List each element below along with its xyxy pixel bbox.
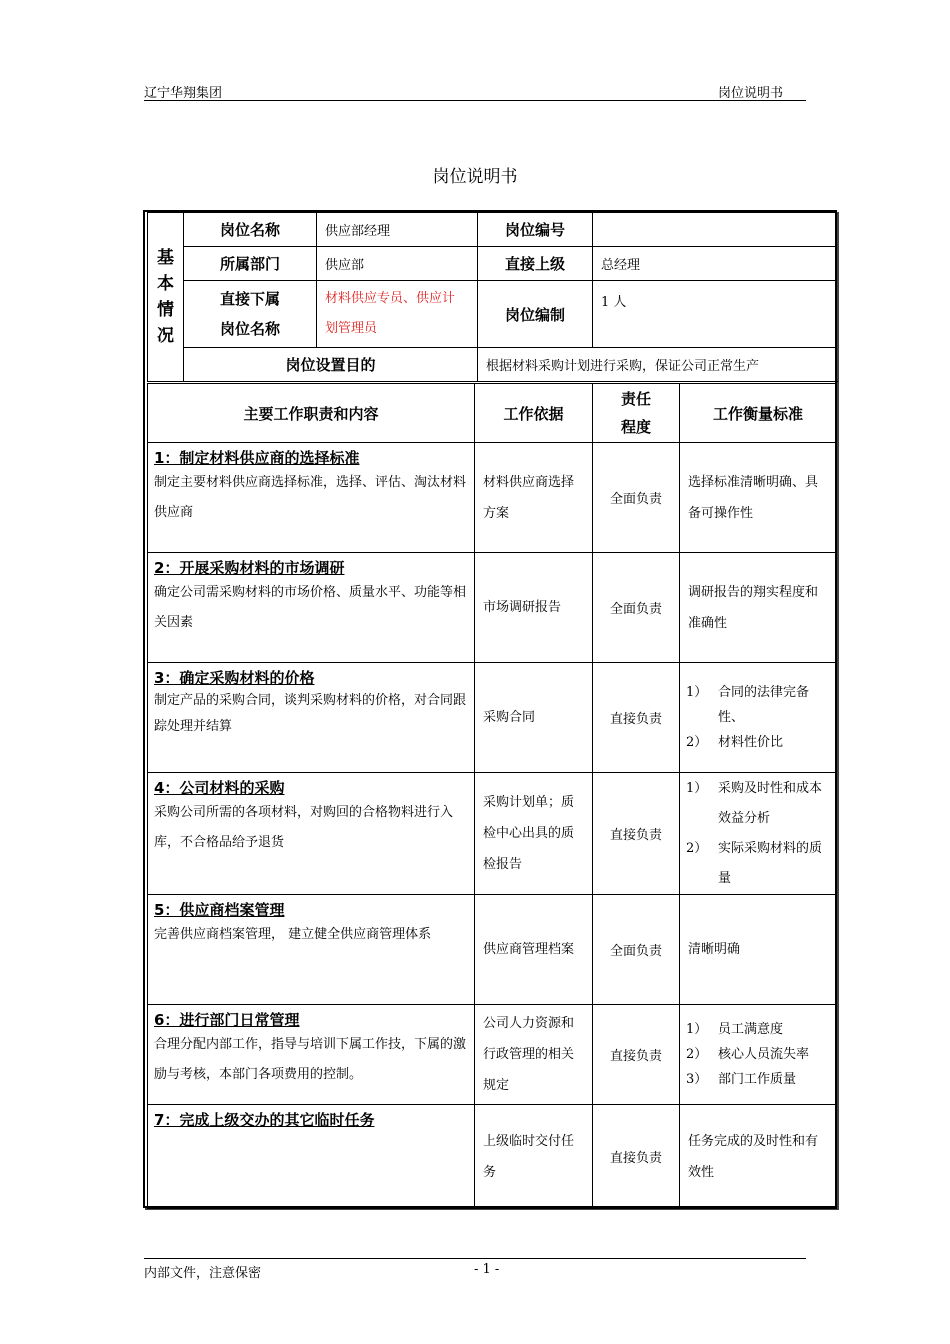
duty-content: 2：开展采购材料的市场调研 确定公司需采购材料的市场价格、质量水平、功能等相关因素 [148, 553, 475, 663]
position-name-label: 岗位名称 [184, 213, 317, 247]
department-label: 所属部门 [184, 247, 317, 281]
duty-standard: 清晰明确 [680, 895, 837, 1005]
duty-content: 1：制定材料供应商的选择标准 制定主要材料供应商选择标准，选择、评估、淘汰材料供应商 [148, 443, 475, 553]
table-row [148, 1105, 837, 1209]
headcount-value: 1 人 [593, 281, 837, 348]
table-row [148, 553, 837, 663]
duty-content: 6：进行部门日常管理 合理分配内部工作，指导与培训下属工作技，下属的激励与考核，本部门各项费用的控制。 [148, 1005, 475, 1105]
page-title: 岗位说明书 [432, 167, 518, 187]
duty-standard: 选择标准清晰明确、具备可操作性 [680, 443, 837, 553]
duty-standard: 1） 合同的法律完备性、 2） 材料性价比 [680, 663, 837, 773]
footer-note: 内部文件，注意保密 [144, 1266, 262, 1281]
section-label-basic: 基 本 情 况 [148, 213, 184, 382]
table-row [148, 443, 837, 553]
col-header-responsibility: 责任 程度 [593, 384, 680, 443]
page-number: - 1 - [474, 1262, 500, 1277]
subordinate-label: 直接下属 岗位名称 [184, 281, 317, 348]
duty-responsibility: 直接负责 [593, 773, 680, 895]
superior-value: 总经理 [593, 247, 837, 281]
footer-rule [144, 1258, 806, 1259]
position-name-value: 供应部经理 [317, 213, 478, 247]
duties-table [147, 383, 837, 1209]
department-value: 供应部 [317, 247, 478, 281]
col-header-basis: 工作依据 [475, 384, 593, 443]
duty-basis: 材料供应商选择方案 [475, 443, 593, 553]
duty-standard: 任务完成的及时性和有效性 [680, 1105, 837, 1209]
table-row [148, 663, 837, 773]
duty-standard: 1） 采购及时性和成本效益分析 2） 实际采购材料的质量 [680, 773, 837, 895]
duty-content: 3：确定采购材料的价格 制定产品的采购合同，谈判采购材料的价格，对合同跟踪处理并结算 [148, 663, 475, 773]
position-no-value [593, 213, 837, 247]
duty-basis: 供应商管理档案 [475, 895, 593, 1005]
table-row [148, 773, 837, 895]
position-no-label: 岗位编号 [478, 213, 593, 247]
basic-info-table [147, 212, 837, 382]
header-doc-type: 岗位说明书 [718, 86, 784, 101]
purpose-value: 根据材料采购计划进行采购，保证公司正常生产 [478, 348, 837, 382]
col-header-standard: 工作衡量标准 [680, 384, 837, 443]
table-row [148, 1005, 837, 1105]
duty-responsibility: 直接负责 [593, 1105, 680, 1209]
duty-basis: 采购合同 [475, 663, 593, 773]
duty-basis: 采购计划单；质检中心出具的质检报告 [475, 773, 593, 895]
duty-responsibility: 全面负责 [593, 895, 680, 1005]
duty-standard: 1） 员工满意度 2） 核心人员流失率 3） 部门工作质量 [680, 1005, 837, 1105]
header-rule [144, 100, 806, 101]
subordinate-value: 材料供应专员、供应计 划管理员 [317, 281, 478, 348]
duty-responsibility: 直接负责 [593, 663, 680, 773]
header-company: 辽宁华翔集团 [144, 86, 223, 101]
table-row [148, 895, 837, 1005]
duty-basis: 上级临时交付任务 [475, 1105, 593, 1209]
duty-basis: 市场调研报告 [475, 553, 593, 663]
duty-responsibility: 直接负责 [593, 1005, 680, 1105]
duty-responsibility: 全面负责 [593, 443, 680, 553]
headcount-label: 岗位编制 [478, 281, 593, 348]
duty-responsibility: 全面负责 [593, 553, 680, 663]
duty-content: 5：供应商档案管理 完善供应商档案管理， 建立健全供应商管理体系 [148, 895, 475, 1005]
duty-standard: 调研报告的翔实程度和准确性 [680, 553, 837, 663]
superior-label: 直接上级 [478, 247, 593, 281]
duty-basis: 公司人力资源和行政管理的相关规定 [475, 1005, 593, 1105]
duty-content: 4：公司材料的采购 采购公司所需的各项材料，对购回的合格物料进行入库，不合格品给予退货 [148, 773, 475, 895]
col-header-content: 主要工作职责和内容 [148, 384, 475, 443]
duty-content: 7：完成上级交办的其它临时任务 [148, 1105, 475, 1209]
purpose-label: 岗位设置目的 [184, 348, 478, 382]
